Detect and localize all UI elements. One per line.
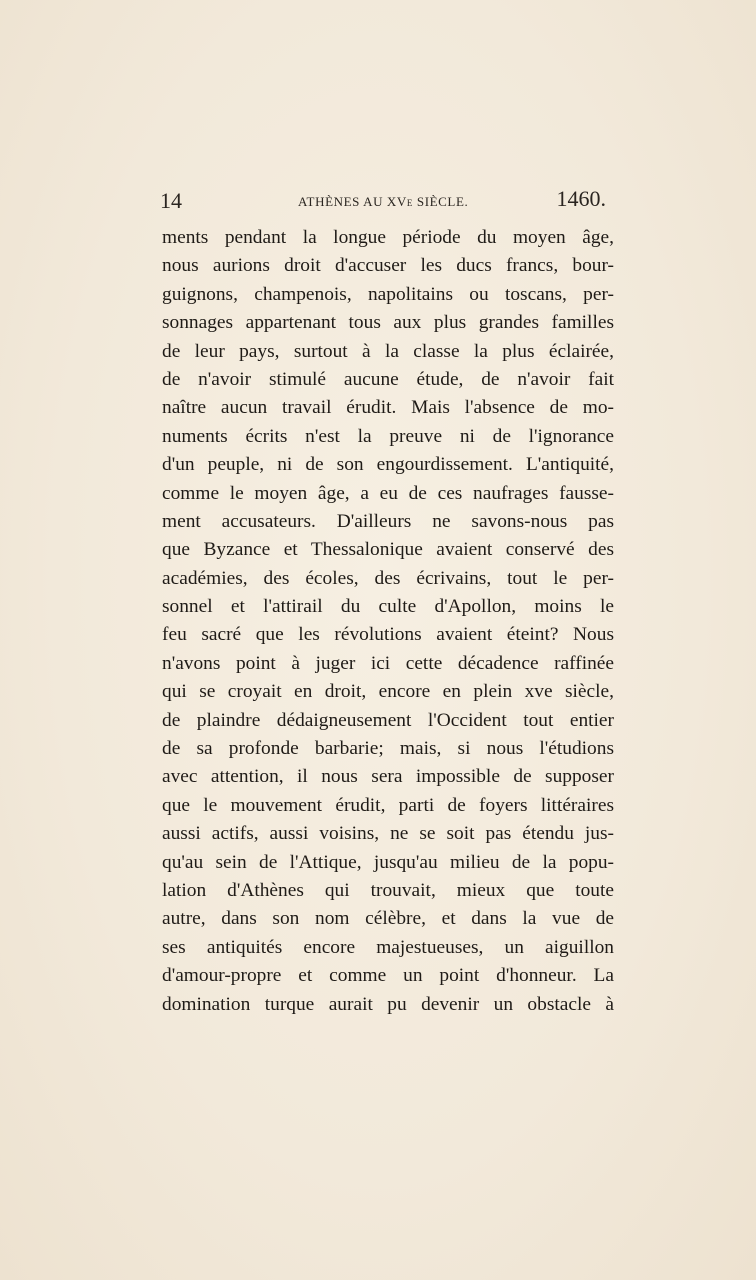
header-year: 1460. [556,186,606,211]
text-line: qu'au sein de l'Attique, jusqu'au milieu de la popu- [162,851,614,873]
text-line: feu sacré que les révolutions avaient éteint? Nous [162,624,614,646]
text-line: de sa profonde barbarie; mais, si nous l'étudions [162,738,614,760]
running-title: ATHÈNES AU XVe SIÈCLE. [298,194,469,209]
text-line: d'un peuple, ni de son engourdissement. L'antiquité, [162,454,614,476]
page-header [158,186,608,216]
text-line: numents écrits n'est la preuve ni de l'ignorance [162,425,614,447]
text-line: nous aurions droit d'accuser les ducs francs, bour- [162,255,614,277]
text-line: qui se croyait en droit, encore en plein xve siècle, [162,681,614,703]
page-number: 14 [160,188,182,213]
text-line: guignons, champenois, napolitains ou toscans, per- [162,283,614,305]
text-line: n'avons point à juger ici cette décadence raffinée [162,652,614,674]
text-line: académies, des écoles, des écrivains, tout le per- [162,567,614,589]
text-line: de n'avoir stimulé aucune étude, de n'avoir fait [162,368,614,390]
body-text [162,224,614,1019]
text-line: que le mouvement érudit, parti de foyers littéraires [162,794,614,816]
text-line: domination turque aurait pu devenir un obstacle à [162,993,614,1015]
text-line: de plaindre dédaigneusement l'Occident tout entier [162,709,614,731]
text-line: comme le moyen âge, a eu de ces naufrages fausse- [162,482,614,504]
text-line: d'amour-propre et comme un point d'honneur. La [162,965,614,987]
text-line: lation d'Athènes qui trouvait, mieux que toute [162,879,614,901]
text-line: avec attention, il nous sera impossible de supposer [162,766,614,788]
text-line: ment accusateurs. D'ailleurs ne savons-nous pas [162,510,614,532]
text-line: ses antiquités encore majestueuses, un aiguillon [162,936,614,958]
text-line: naître aucun travail érudit. Mais l'absence de mo- [162,397,614,419]
text-line: de leur pays, surtout à la classe la plus éclairée, [162,340,614,362]
text-line: autre, dans son nom célèbre, et dans la vue de [162,908,614,930]
text-line: sonnel et l'attirail du culte d'Apollon, moins le [162,596,614,618]
text-line: ments pendant la longue période du moyen âge, [162,227,614,248]
text-line: que Byzance et Thessalonique avaient conservé des [162,539,614,561]
text-line: aussi actifs, aussi voisins, ne se soit pas étendu jus- [162,823,614,845]
text-line: sonnages appartenant tous aux plus grandes familles [162,312,614,334]
